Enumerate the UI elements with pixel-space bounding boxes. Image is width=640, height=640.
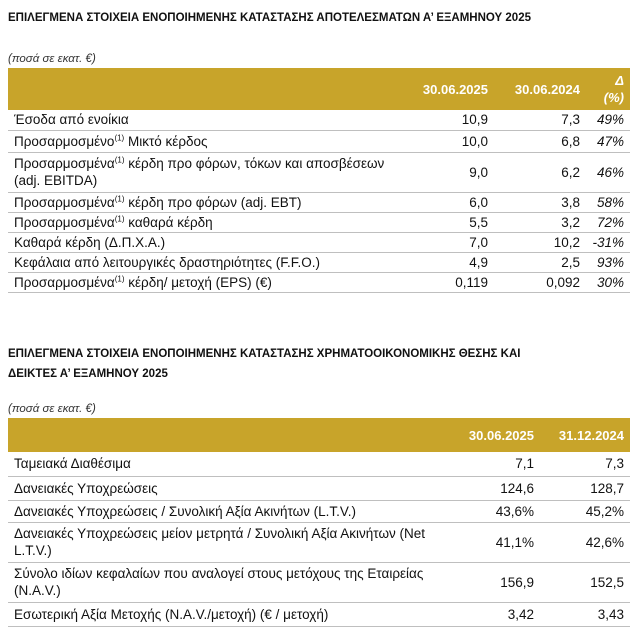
table-row xyxy=(8,522,630,562)
value-2024: 42,6% xyxy=(540,522,630,562)
value-2024: 7,3 xyxy=(540,452,630,476)
row-label xyxy=(8,232,402,252)
value-delta: -31% xyxy=(586,232,630,252)
income-statement-table xyxy=(8,68,630,293)
table-row xyxy=(8,272,630,292)
row-label: Ταμειακά Διαθέσιμα xyxy=(8,452,450,476)
table-header-row xyxy=(8,418,630,452)
footnote-marker: (1) xyxy=(114,214,125,223)
row-label-text: Προσαρμοσμένα xyxy=(14,274,115,290)
table-header-row xyxy=(8,68,630,110)
section2-title-line1: ΕΠΙΛΕΓΜΕΝΑ ΣΤΟΙΧΕΙΑ ΕΝΟΠΟΙΗΜΕΝΗΣ ΚΑΤΑΣΤΑΣΗΣ ΧΡΗΜΑΤΟΟΙΚΟΝΟΜΙΚΗΣ ΘΕΣΗΣ ΚΑΙ xyxy=(8,348,521,360)
table-row xyxy=(8,110,630,130)
value-2025: 156,9 xyxy=(450,562,540,602)
value-2025: 10,9 xyxy=(402,110,494,130)
row-label-text-rest: κέρδη προ φόρων (adj. EBT) xyxy=(124,194,302,210)
footnote-marker: (1) xyxy=(114,194,125,203)
row-label xyxy=(8,130,402,152)
value-2024: 3,8 xyxy=(494,192,586,212)
row-label xyxy=(8,212,402,232)
value-2025: 7,0 xyxy=(402,232,494,252)
table-row xyxy=(8,476,630,500)
value-2025: 9,0 xyxy=(402,152,494,192)
table-row xyxy=(8,130,630,152)
row-label xyxy=(8,110,402,130)
value-2024: 6,2 xyxy=(494,152,586,192)
row-label-text-rest: καθαρά κέρδη xyxy=(124,214,213,230)
row-label-text: Προσαρμοσμένο xyxy=(14,133,115,149)
header-col-2025: 30.06.2025 xyxy=(402,68,494,110)
row-label: Δανειακές Υποχρεώσεις xyxy=(8,476,450,500)
header-col-2025: 30.06.2025 xyxy=(450,418,540,452)
row-label: Εσωτερική Αξία Μετοχής (N.A.V./μετοχή) (€ / μετοχή) xyxy=(8,602,450,626)
table-row xyxy=(8,602,630,626)
row-label xyxy=(8,192,402,212)
table-row xyxy=(8,452,630,476)
value-2025: 3,42 xyxy=(450,602,540,626)
value-2024: 45,2% xyxy=(540,500,630,522)
value-2025: 5,5 xyxy=(402,212,494,232)
value-delta: 47% xyxy=(586,130,630,152)
row-label xyxy=(8,272,402,292)
value-2024: 128,7 xyxy=(540,476,630,500)
table-row xyxy=(8,252,630,272)
value-delta: 49% xyxy=(586,110,630,130)
row-label: Δανειακές Υποχρεώσεις / Συνολική Αξία Ακινήτων (L.T.V.) xyxy=(8,500,450,522)
section1-title: ΕΠΙΛΕΓΜΕΝΑ ΣΤΟΙΧΕΙΑ ΕΝΟΠΟΙΗΜΕΝΗΣ ΚΑΤΑΣΤΑΣΗΣ ΑΠΟΤΕΛΕΣΜΑΤΩΝ Α’ ΕΞΑΜΗΝΟΥ 2025 xyxy=(8,12,531,24)
header-col-2024: 31.12.2024 xyxy=(540,418,630,452)
value-2025: 4,9 xyxy=(402,252,494,272)
value-2025: 41,1% xyxy=(450,522,540,562)
row-label-text: Προσαρμοσμένα xyxy=(14,214,115,230)
row-label-text-rest: κέρδη/ μετοχή (EPS) (€) xyxy=(124,274,272,290)
row-label xyxy=(8,152,402,192)
header-col-delta xyxy=(586,68,630,110)
value-2024: 0,092 xyxy=(494,272,586,292)
value-2025: 10,0 xyxy=(402,130,494,152)
financial-position-table xyxy=(8,418,630,627)
section2-title-line2: ΔΕΙΚΤΕΣ Α’ ΕΞΑΜΗΝΟΥ 2025 xyxy=(8,368,168,380)
value-2025: 6,0 xyxy=(402,192,494,212)
row-label-text: Προσαρμοσμένα xyxy=(14,194,115,210)
table-row xyxy=(8,232,630,252)
value-2025: 0,119 xyxy=(402,272,494,292)
footnote-marker: (1) xyxy=(114,155,125,165)
value-2024: 152,5 xyxy=(540,562,630,602)
row-label xyxy=(8,252,402,272)
row-label-text-rest: Μικτό κέρδος xyxy=(124,133,208,149)
value-2025: 43,6% xyxy=(450,500,540,522)
value-delta: 46% xyxy=(586,152,630,192)
value-2024: 2,5 xyxy=(494,252,586,272)
value-2024: 3,2 xyxy=(494,212,586,232)
header-col-2024: 30.06.2024 xyxy=(494,68,586,110)
table-row xyxy=(8,152,630,192)
value-2025: 124,6 xyxy=(450,476,540,500)
table-row xyxy=(8,562,630,602)
section1-units-note: (ποσά σε εκατ. €) xyxy=(8,53,96,65)
value-delta: 58% xyxy=(586,192,630,212)
delta-symbol: Δ xyxy=(615,73,624,88)
header-label-cell xyxy=(8,68,402,110)
header-label-cell xyxy=(8,418,450,452)
table-row xyxy=(8,192,630,212)
value-delta: 30% xyxy=(586,272,630,292)
row-label-text: Κεφάλαια από λειτουργικές δραστηριότητες (F.F.O.) xyxy=(14,254,320,270)
value-2024: 6,8 xyxy=(494,130,586,152)
row-label: Δανειακές Υποχρεώσεις μείον μετρητά / Συνολική Αξία Ακινήτων (Net L.T.V.) xyxy=(8,522,450,562)
row-label: Σύνολο ιδίων κεφαλαίων που αναλογεί στους μετόχους της Εταιρείας (N.A.V.) xyxy=(8,562,450,602)
delta-percent: (%) xyxy=(603,90,624,105)
section2-units-note: (ποσά σε εκατ. €) xyxy=(8,403,96,415)
row-label-text: Προσαρμοσμένα xyxy=(14,156,115,171)
value-2024: 7,3 xyxy=(494,110,586,130)
table-row xyxy=(8,212,630,232)
row-label-text: Καθαρά κέρδη (Δ.Π.Χ.Α.) xyxy=(14,234,166,250)
value-2024: 3,43 xyxy=(540,602,630,626)
value-2025: 7,1 xyxy=(450,452,540,476)
row-label-text-rest: κέρδη προ φόρων, τόκων και αποσβέσεων (adj. EBITDA) xyxy=(14,156,385,188)
value-delta: 93% xyxy=(586,252,630,272)
value-delta: 72% xyxy=(586,212,630,232)
table-row xyxy=(8,500,630,522)
footnote-marker: (1) xyxy=(114,133,125,142)
value-2024: 10,2 xyxy=(494,232,586,252)
row-label-text: Έσοδα από ενοίκια xyxy=(14,112,129,128)
footnote-marker: (1) xyxy=(114,274,125,283)
